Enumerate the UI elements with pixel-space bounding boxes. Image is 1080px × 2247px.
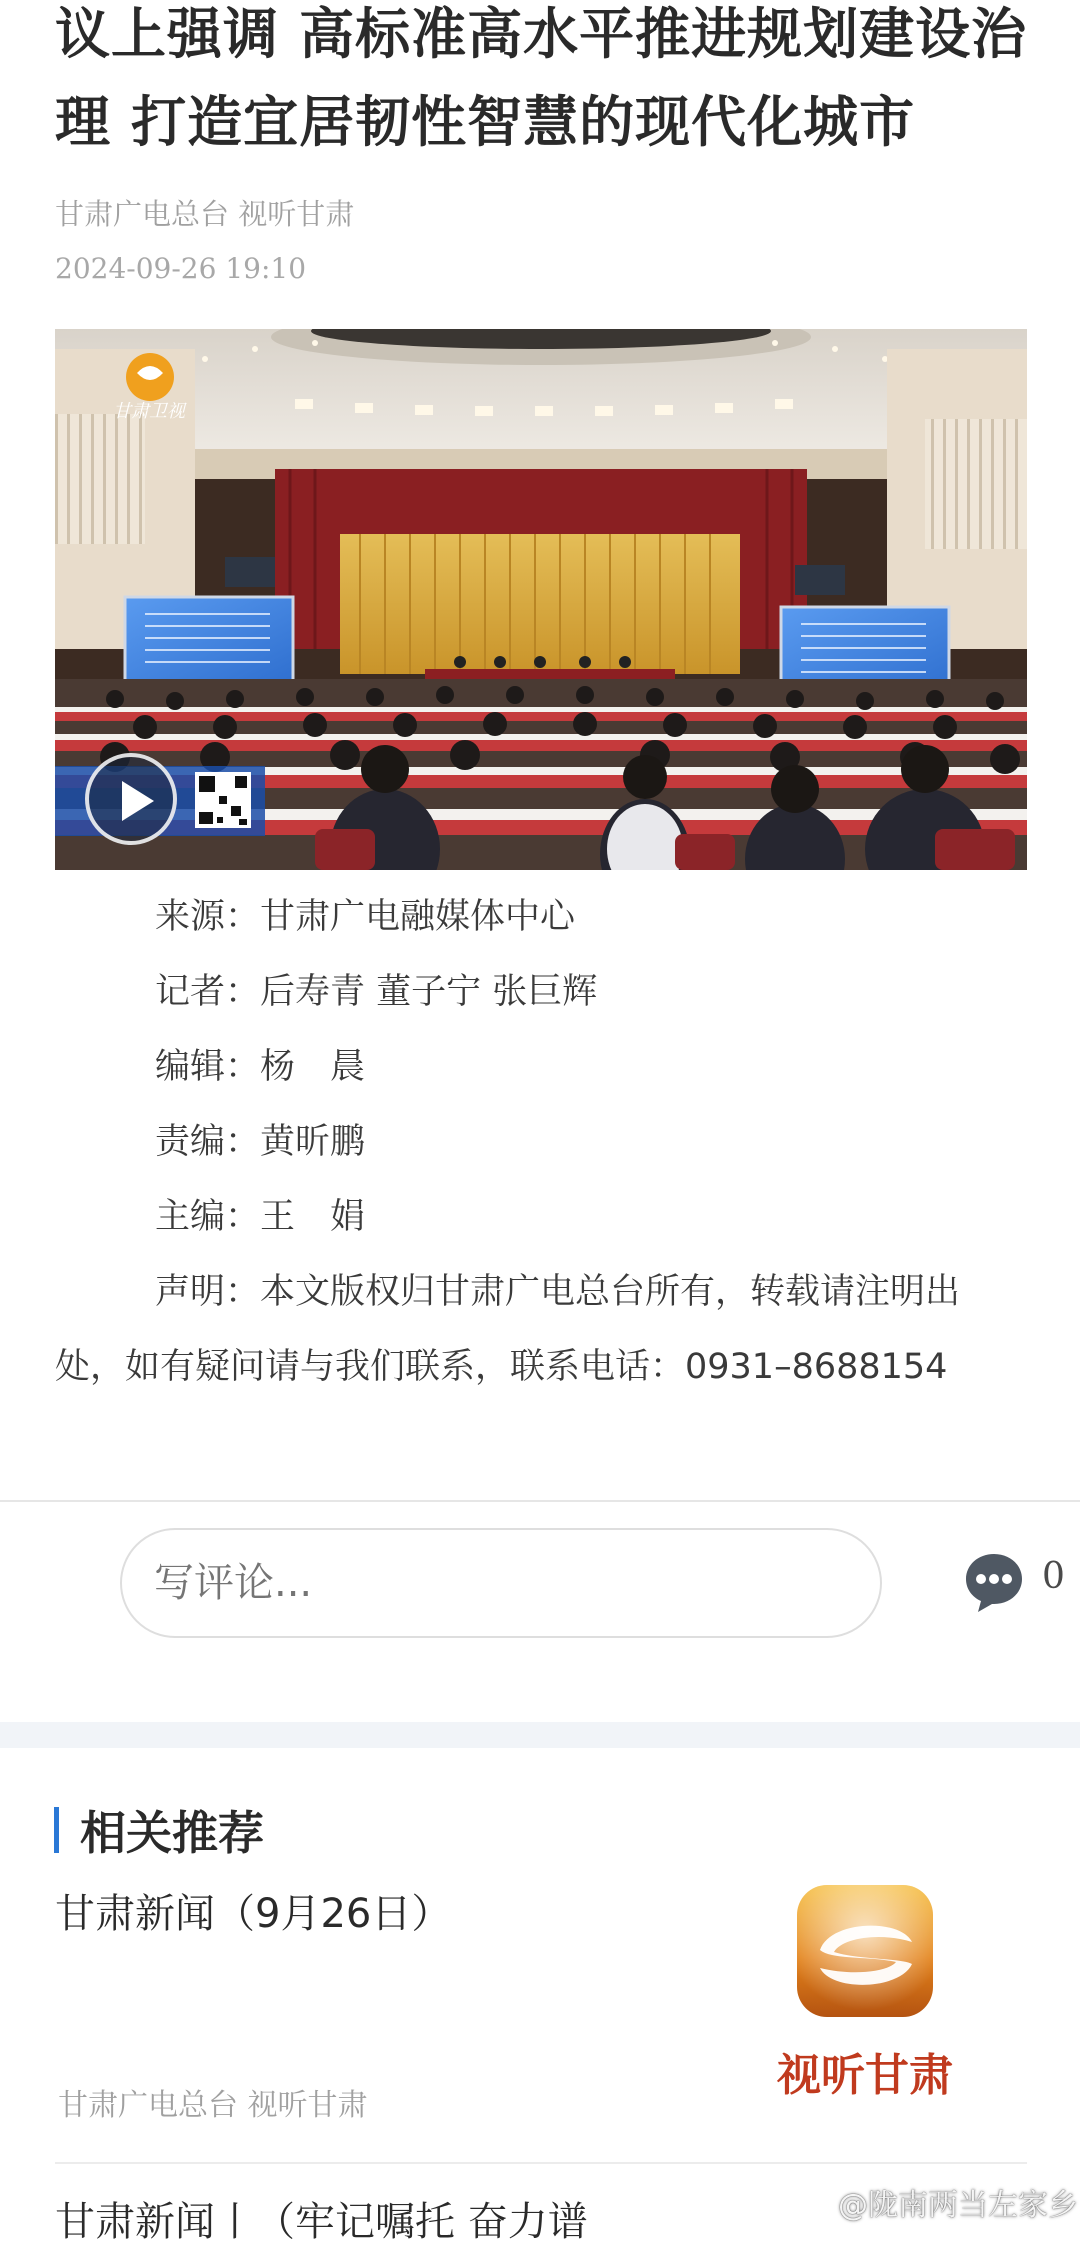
comment-count: 0	[1042, 1556, 1065, 1597]
comment-input[interactable]	[120, 1528, 882, 1638]
video-player[interactable]	[55, 329, 1027, 870]
recommend-item-title: 甘肃新闻（9月26日）	[55, 1891, 452, 1937]
channel-logo-text: 甘肃卫视	[113, 401, 185, 422]
credit-chief-editor: 主编：王 娟	[155, 1197, 366, 1237]
section-separator-band	[0, 1722, 1080, 1748]
section-accent-bar	[54, 1807, 59, 1853]
shiting-gansu-logo-icon	[760, 1880, 980, 2110]
weibo-icon	[798, 2191, 834, 2219]
article-source: 甘肃广电总台 视听甘肃	[55, 197, 355, 231]
divider	[0, 1500, 1080, 1502]
article-date: 2024-09-26 19:10	[55, 252, 307, 285]
credit-reporter: 记者：后寿青 董子宁 张巨辉	[155, 972, 598, 1012]
recommend-item-title[interactable]: 甘肃新闻丨（牢记嘱托 奋力谱	[55, 2199, 588, 2245]
list-divider	[55, 2162, 1027, 2164]
credit-source: 来源：甘肃广电融媒体中心	[155, 897, 576, 937]
credit-editor: 编辑：杨 晨	[155, 1047, 366, 1087]
video-frame-image	[55, 329, 1027, 870]
play-icon[interactable]	[85, 753, 177, 845]
thumb-brand-text: 视听甘肃	[777, 2050, 953, 2101]
article-title: 议上强调 高标准高水平推进规划建设治理 打造宜居韧性智慧的现代化城市	[55, 2, 1028, 154]
watermark-text: @陇南两当左家乡	[838, 2188, 1078, 2223]
copyright-statement: 声明：本文版权归甘肃广电总台所有，转载请注明出处，如有疑问请与我们联系，联系电话：0931–8688154	[55, 1272, 961, 1387]
related-heading: 相关推荐	[80, 1806, 264, 1860]
recommend-item[interactable]	[0, 1880, 1080, 2160]
recommend-item-source: 甘肃广电总台 视听甘肃	[58, 2088, 368, 2123]
credit-responsible-editor: 责编：黄昕鹏	[155, 1122, 366, 1162]
article-credits	[55, 880, 1025, 1405]
watermark	[798, 2180, 1078, 2224]
comment-bubble-icon[interactable]	[964, 1552, 1024, 1614]
